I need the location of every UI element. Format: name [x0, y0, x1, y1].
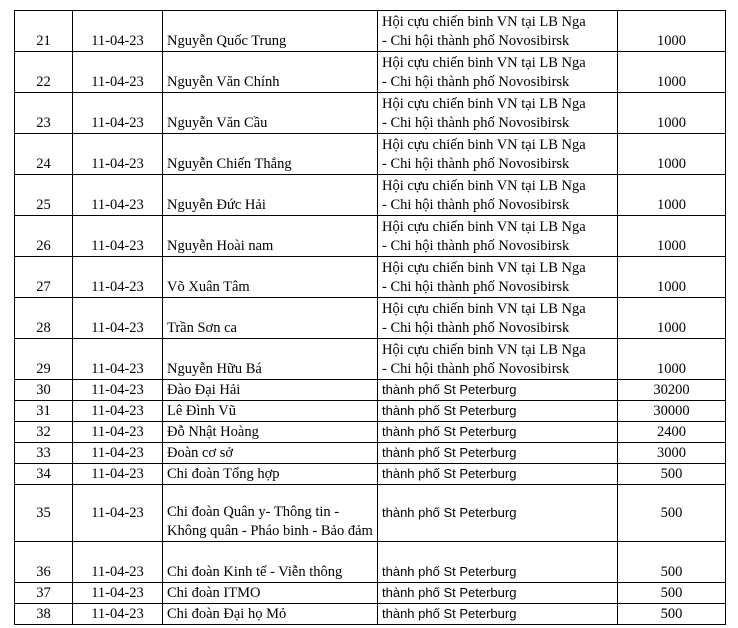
name-cell: Nguyễn Đức Hải: [163, 175, 378, 216]
organization-line: thành phố St Peterburg: [382, 466, 517, 481]
name-cell: Đoàn cơ sở: [163, 443, 378, 464]
amount-cell: 1000: [618, 216, 726, 257]
row-number-cell: 38: [15, 604, 73, 625]
row-number-cell: 33: [15, 443, 73, 464]
row-number-cell: 27: [15, 257, 73, 298]
organization-line: Hội cựu chiến binh VN tại LB Nga: [382, 219, 586, 235]
table-body: [15, 11, 726, 625]
amount-cell: 500: [618, 464, 726, 485]
table-row: [15, 339, 726, 380]
row-number-cell: 30: [15, 380, 73, 401]
amount-cell: 500: [618, 485, 726, 542]
date-cell: 11-04-23: [73, 422, 163, 443]
date-cell: 11-04-23: [73, 52, 163, 93]
name-cell: Nguyễn Hữu Bá: [163, 339, 378, 380]
table-row: [15, 134, 726, 175]
amount-cell: 1000: [618, 52, 726, 93]
amount-cell: 30200: [618, 380, 726, 401]
organization-line: - Chi hội thành phố Novosibirsk: [382, 156, 570, 172]
row-number-cell: 26: [15, 216, 73, 257]
organization-cell: [378, 542, 618, 583]
name-cell: Chi đoàn Đại họ Mỏ: [163, 604, 378, 625]
name-cell: Nguyễn Văn Chính: [163, 52, 378, 93]
table-row: [15, 422, 726, 443]
name-cell: Nguyễn Hoài nam: [163, 216, 378, 257]
amount-cell: 1000: [618, 339, 726, 380]
organization-line: - Chi hội thành phố Novosibirsk: [382, 197, 570, 213]
amount-cell: 1000: [618, 93, 726, 134]
row-number-cell: 29: [15, 339, 73, 380]
organization-line: thành phố St Peterburg: [382, 424, 517, 439]
amount-cell: 500: [618, 604, 726, 625]
table-row: [15, 216, 726, 257]
amount-cell: 1000: [618, 134, 726, 175]
organization-line: - Chi hội thành phố Novosibirsk: [382, 115, 570, 131]
table-row: [15, 542, 726, 583]
organization-line: - Chi hội thành phố Novosibirsk: [382, 279, 570, 295]
organization-line: Hội cựu chiến binh VN tại LB Nga: [382, 14, 586, 30]
organization-cell: [378, 464, 618, 485]
organization-cell: [378, 339, 618, 380]
organization-cell: [378, 216, 618, 257]
organization-line: thành phố St Peterburg: [382, 445, 517, 460]
table-row: [15, 380, 726, 401]
name-cell: Chi đoàn Quân y- Thông tin - Không quân - Pháo binh - Bảo đảm: [163, 485, 378, 542]
organization-cell: [378, 583, 618, 604]
amount-cell: 1000: [618, 175, 726, 216]
amount-cell: 2400: [618, 422, 726, 443]
date-cell: 11-04-23: [73, 175, 163, 216]
name-cell: Nguyễn Văn Cầu: [163, 93, 378, 134]
table-row: [15, 11, 726, 52]
date-cell: 11-04-23: [73, 380, 163, 401]
organization-cell: [378, 422, 618, 443]
row-number-cell: 35: [15, 485, 73, 542]
date-cell: 11-04-23: [73, 583, 163, 604]
date-cell: 11-04-23: [73, 604, 163, 625]
table-row: [15, 257, 726, 298]
organization-line: Hội cựu chiến binh VN tại LB Nga: [382, 55, 586, 71]
date-cell: 11-04-23: [73, 216, 163, 257]
row-number-cell: 25: [15, 175, 73, 216]
table-row: [15, 52, 726, 93]
donation-table-container: [14, 10, 725, 625]
amount-cell: 1000: [618, 257, 726, 298]
row-number-cell: 34: [15, 464, 73, 485]
name-cell: Lê Đình Vũ: [163, 401, 378, 422]
table-row: [15, 604, 726, 625]
row-number-cell: 32: [15, 422, 73, 443]
row-number-cell: 31: [15, 401, 73, 422]
organization-line: Hội cựu chiến binh VN tại LB Nga: [382, 137, 586, 153]
date-cell: 11-04-23: [73, 464, 163, 485]
amount-cell: 500: [618, 583, 726, 604]
table-row: [15, 93, 726, 134]
name-cell: Nguyễn Quốc Trung: [163, 11, 378, 52]
date-cell: 11-04-23: [73, 257, 163, 298]
organization-cell: [378, 93, 618, 134]
date-cell: 11-04-23: [73, 542, 163, 583]
organization-line: - Chi hội thành phố Novosibirsk: [382, 238, 570, 254]
organization-line: Hội cựu chiến binh VN tại LB Nga: [382, 96, 586, 112]
organization-line: Hội cựu chiến binh VN tại LB Nga: [382, 342, 586, 358]
date-cell: 11-04-23: [73, 401, 163, 422]
organization-line: thành phố St Peterburg: [382, 606, 517, 621]
name-cell: Chi đoàn Kinh tế - Viễn thông: [163, 542, 378, 583]
organization-line: - Chi hội thành phố Novosibirsk: [382, 74, 570, 90]
organization-cell: [378, 134, 618, 175]
organization-cell: [378, 52, 618, 93]
name-cell: Nguyễn Chiến Thắng: [163, 134, 378, 175]
table-row: [15, 464, 726, 485]
table-row: [15, 583, 726, 604]
row-number-cell: 28: [15, 298, 73, 339]
amount-cell: 1000: [618, 298, 726, 339]
organization-cell: [378, 485, 618, 542]
name-cell: Đào Đại Hải: [163, 380, 378, 401]
donation-table: [14, 10, 726, 625]
organization-line: Hội cựu chiến binh VN tại LB Nga: [382, 260, 586, 276]
row-number-cell: 22: [15, 52, 73, 93]
date-cell: 11-04-23: [73, 134, 163, 175]
date-cell: 11-04-23: [73, 298, 163, 339]
date-cell: 11-04-23: [73, 443, 163, 464]
organization-line: - Chi hội thành phố Novosibirsk: [382, 361, 570, 377]
row-number-cell: 23: [15, 93, 73, 134]
organization-cell: [378, 298, 618, 339]
name-cell: Đỗ Nhật Hoàng: [163, 422, 378, 443]
organization-line: thành phố St Peterburg: [382, 382, 517, 397]
table-row: [15, 175, 726, 216]
organization-cell: [378, 380, 618, 401]
amount-cell: 1000: [618, 11, 726, 52]
row-number-cell: 21: [15, 11, 73, 52]
organization-line: thành phố St Peterburg: [382, 505, 517, 520]
date-cell: 11-04-23: [73, 485, 163, 542]
organization-line: Hội cựu chiến binh VN tại LB Nga: [382, 301, 586, 317]
organization-line: thành phố St Peterburg: [382, 403, 517, 418]
date-cell: 11-04-23: [73, 11, 163, 52]
amount-cell: 3000: [618, 443, 726, 464]
organization-line: thành phố St Peterburg: [382, 585, 517, 600]
name-cell: Trần Sơn ca: [163, 298, 378, 339]
table-row: [15, 298, 726, 339]
date-cell: 11-04-23: [73, 339, 163, 380]
table-row: [15, 401, 726, 422]
row-number-cell: 37: [15, 583, 73, 604]
organization-line: - Chi hội thành phố Novosibirsk: [382, 320, 570, 336]
table-row: [15, 443, 726, 464]
row-number-cell: 36: [15, 542, 73, 583]
organization-cell: [378, 175, 618, 216]
organization-line: - Chi hội thành phố Novosibirsk: [382, 33, 570, 49]
table-row: [15, 485, 726, 542]
organization-line: Hội cựu chiến binh VN tại LB Nga: [382, 178, 586, 194]
organization-cell: [378, 443, 618, 464]
name-cell: Chi đoàn ITMO: [163, 583, 378, 604]
organization-cell: [378, 401, 618, 422]
amount-cell: 30000: [618, 401, 726, 422]
organization-cell: [378, 257, 618, 298]
name-cell: Võ Xuân Tâm: [163, 257, 378, 298]
date-cell: 11-04-23: [73, 93, 163, 134]
organization-cell: [378, 604, 618, 625]
name-cell: Chi đoàn Tổng hợp: [163, 464, 378, 485]
organization-line: thành phố St Peterburg: [382, 564, 517, 579]
row-number-cell: 24: [15, 134, 73, 175]
organization-cell: [378, 11, 618, 52]
amount-cell: 500: [618, 542, 726, 583]
